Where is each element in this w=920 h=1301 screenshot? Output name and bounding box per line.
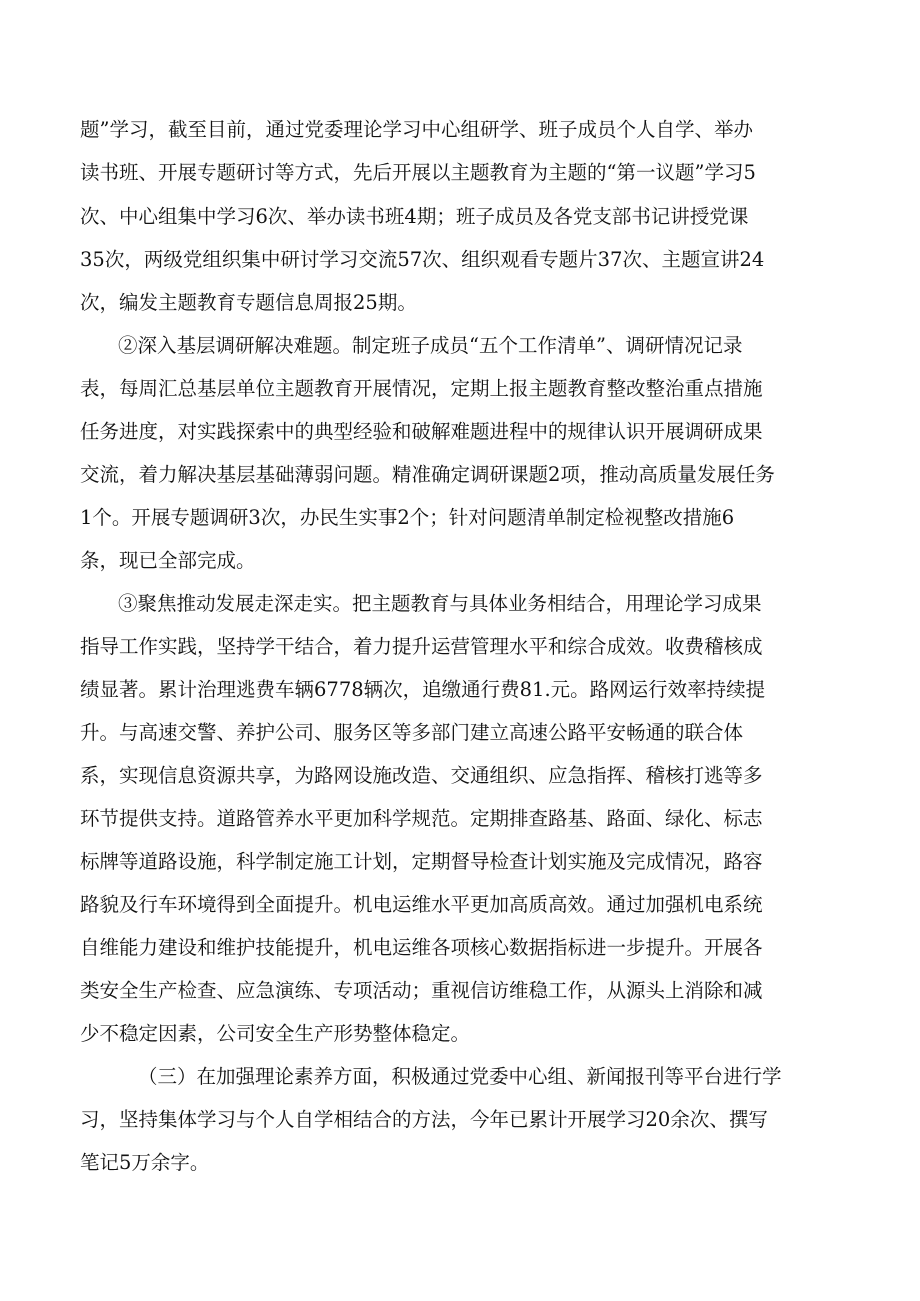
text-line-13: 指导工作实践，坚持学干结合，着力提升运营管理水平和综合成效。收费稽核成	[80, 635, 763, 658]
text-line-20: 自维能力建设和维护技能提升，机电运维各项核心数据指标进一步提升。开展各	[80, 936, 763, 959]
text-line-16: 系，实现信息资源共享，为路网设施改造、交通组织、应急指挥、稽核打逃等多	[80, 764, 763, 787]
text-line-12: ③聚焦推动发展走深走实。把主题教育与具体业务相结合，用理论学习成果	[118, 592, 762, 615]
text-line-5: 次，编发主题教育专题信息周报25期。	[80, 291, 417, 314]
text-line-3: 次、中心组集中学习6次、举办读书班4期；班子成员及各党支部书记讲授党课	[80, 205, 749, 228]
text-line-19: 路貌及行车环境得到全面提升。机电运维水平更加高质高效。通过加强机电系统	[80, 893, 763, 916]
text-line-7: 表，每周汇总基层单位主题教育开展情况，定期上报主题教育整改整治重点措施	[80, 377, 763, 400]
text-line-9: 交流，着力解决基层基础薄弱问题。精准确定调研课题2项，推动高质量发展任务	[80, 463, 775, 486]
text-line-18: 标牌等道路设施，科学制定施工计划，定期督导检查计划实施及完成情况，路容	[80, 850, 763, 873]
text-line-1: 题”学习，截至目前，通过党委理论学习中心组研学、班子成员个人自学、举办	[80, 118, 753, 141]
text-line-14: 绩显著。累计治理逃费车辆6778辆次，追缴通行费81.元。路网运行效率持续提	[80, 678, 766, 701]
text-line-17: 环节提供支持。道路管养水平更加科学规范。定期排查路基、路面、绿化、标志	[80, 807, 763, 830]
text-line-2: 读书班、开展专题研讨等方式，先后开展以主题教育为主题的“第一议题”学习5	[80, 161, 756, 184]
text-line-8: 任务进度，对实践探索中的典型经验和破解难题进程中的规律认识开展调研成果	[80, 420, 763, 443]
text-line-10: 1个。开展专题调研3次，办民生实事2个；针对问题清单制定检视整改措施6	[80, 506, 735, 529]
text-line-4: 35次，两级党组织集中研讨学习交流57次、组织观看专题片37次、主题宣讲24	[80, 248, 765, 271]
text-line-15: 升。与高速交警、养护公司、服务区等多部门建立高速公路平安畅通的联合体	[80, 721, 744, 744]
text-line-24: 习，坚持集体学习与个人自学相结合的方法，今年已累计开展学习20余次、撰写	[80, 1108, 768, 1131]
text-line-21: 类安全生产检查、应急演练、专项活动；重视信访维稳工作，从源头上消除和减	[80, 979, 763, 1002]
text-line-25: 笔记5万余字。	[80, 1151, 210, 1174]
text-line-23: （三）在加强理论素养方面，积极通过党委中心组、新闻报刊等平台进行学	[138, 1065, 782, 1088]
text-line-22: 少不稳定因素，公司安全生产形势整体稳定。	[80, 1022, 471, 1045]
text-line-6: ②深入基层调研解决难题。制定班子成员“五个工作清单”、调研情况记录	[118, 334, 743, 357]
text-line-11: 条，现已全部完成。	[80, 549, 256, 572]
